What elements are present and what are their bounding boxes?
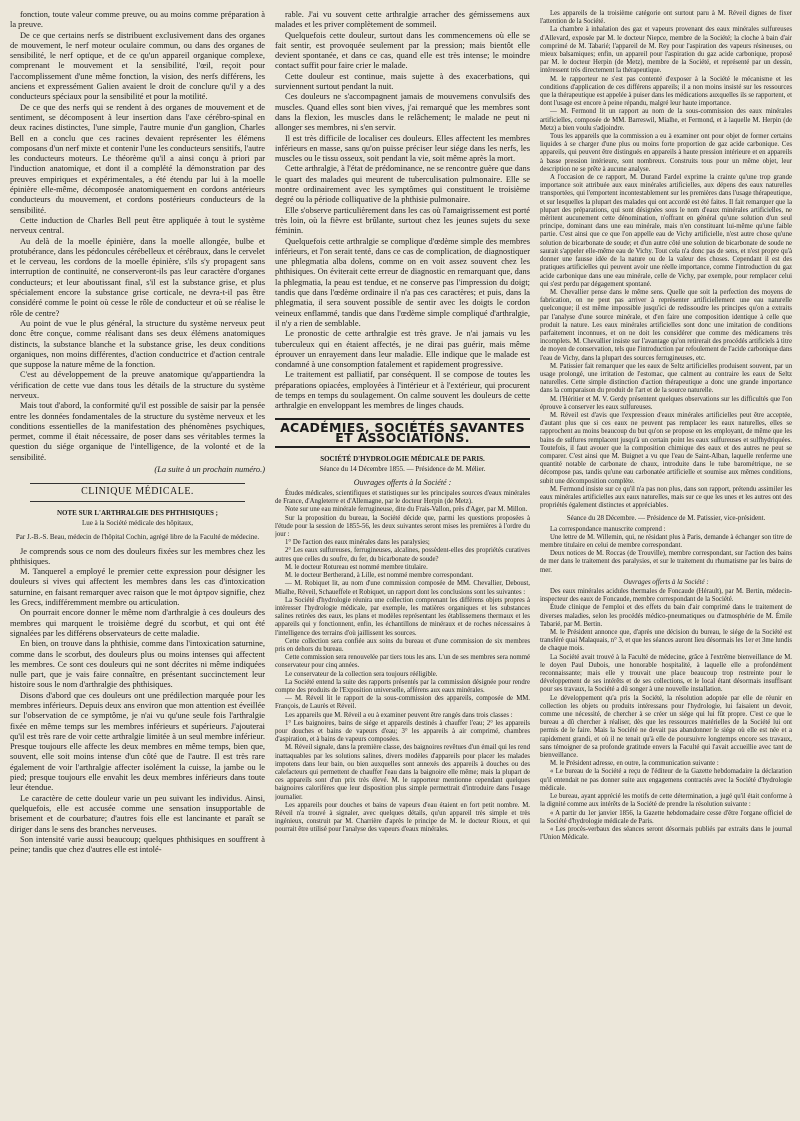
paragraph: Études médicales, scientifiques et statistiques sur les principales sources d'eaux minérales de France, d'Angleterre et d'Allemagne, par le docteur Herpin (de Metz). (275, 490, 530, 506)
subheading: Ouvrages offerts à la Société : (623, 577, 709, 586)
continuation-note: (La suite à un prochain numéro.) (154, 465, 265, 475)
meeting-line: Séance du 14 Décembre 1855. — Présidence de M. Mélier. (319, 465, 486, 474)
column-left (10, 10, 265, 1118)
paragraph: M. Patissier fait remarquer que les eaux de Seltz artificielles produisent souvent, par un usage prolongé, une irritation de l'estomac, que calment au contraire les eaux de Seltz naturelles. Cette simple distinction d'action thérapeutique a donc une grande importance dans la comparaison du produit de l'art et de la source naturelle. (540, 362, 792, 395)
paragraph: M. Réveil signale, dans la première classe, des baignoires revêtues d'un émail qui les rend inattaquables par les solutions salines, divers modèles d'appareils pour placer les malades impotens dans leur bain, ou bien auxquelles sont annexés des appareils à douches ou des calefacteurs qui permettent de chauffer l'eau dans la baignoire elle même; mais la plupart de ces appareils sont d'un prix très élevé. M. le rapporteur mentionne cependant quelques baignoires calorifères que leur disposition plus simple permettrait d'introduire dans l'usage journalier. (275, 744, 530, 801)
article-title: NOTE SUR L'ARTHRALGIE DES PHTHISIQUES ; (57, 508, 218, 517)
paragraph: Deux notices de M. Roccas (de Trouville), membre correspondant, sur l'action des bains de mer dans le traitement des paralysies, et sur le traitement du rhumatisme par les bains de mer. (540, 550, 792, 574)
paragraph: Le caractère de cette douleur varie un peu suivant les individus. Ainsi, quelquefois, elle est accusée comme une sensation insupportable de brisement et de courbature; d'autres fois elle est lancinante et paraît se diriger dans le sens des branches nerveuses. (10, 793, 265, 834)
paragraph: La Société d'hydrologie réunira une collection comprenant les différens objets propres à intéresser l'hydrologie médicale, par exemple, les matières organiques et les substances salines retirées des eaux, les plans et modèles représentant les établissemens thermaux et les appareils qui y fonctionnent, enfin, les échantillons de minéraux et de roches nécessaires à l'intelligence des terrains d'où jaillissent les sources. (275, 596, 530, 637)
paragraph: Tous les appareils que la commission a eu à examiner ont pour objet de former certains liquides à se charger d'une plus ou moins forte proportion de gaz acide carbonique. Ces appareils, qui peuvent être distingués en appareils à haute pression intérieure et en appareils à basse pression intérieure, sont nombreux. Construits tous pour un même objet, leur description ne se prête à aucune analyse. (540, 133, 792, 173)
article-author: Par J.-B.-S. Beau, médecin de l'hôpital Cochin, agrégé libre de la Faculté de médecine. (15, 533, 260, 542)
paragraph: C'est au développement de la preuve anatomique qu'appartiendra la vérification de cette vue dans tous les détails de la structure du système nerveux. (10, 370, 265, 400)
section-heading-clinique: CLINIQUE MÉDICALE. (30, 483, 245, 501)
paragraph: De ce que des nerfs qui se rendent à des organes de mouvement et de sentiment, se décomposent à leur insertion dans l'axe cérébro-spinal en deux racines distinctes, l'une simple, l'autre munie d'un ganglion, Charles Bell en a conclu que ces racines devaient représenter les élémens composans d'un nerf mixte et contenir l'une les conducteurs sensitifs, l'autre les conducteurs moteurs. Le théorème qu'il a ainsi conçu à priori par l'induction anatomique, et dont il a complété la démonstration par des preuves empiriques et expérimentales, a été étendu par lui à la moelle épinière elle-même, décomposée anatomiquement en cordons antérieurs conducteurs du mouvement, et cordons postérieurs conducteurs de la sensibilité. (10, 102, 265, 215)
paragraph: M. Chevallier pense dans le même sens. Quelle que soit la perfection des moyens de fabrication, on ne peut pas arriver à représenter artificiellement une eau naturelle quelconque; il est même impossible jusqu'ici de redissoudre les principes qu'on a extraits par l'analyse d'une source minérale, et d'en faire une composition identique à celle que produit la nature. Les eaux minérales artificielles sont donc une imitation de conditions parfaitement inconnues, et on ne doit les considérer que comme des médicamens très incomplets. M. Chevallier insiste sur l'avantage qu'on retirerait des procédés artificiels à titre de moyen de conservation, tels que l'introduction par refoulement de l'acide carbonique dans l'eau de Vichy, dans la plupart des sources ferrugineuses, etc. (540, 288, 792, 362)
paragraph: Les appareils que M. Réveil a eu à examiner peuvent être rangés dans trois classes : (285, 711, 513, 719)
paragraph: M. le Président annonce que, d'après une décision du bureau, le siége de la Société est transféré quai Malaquais, n° 3, et que les séances auront lieu désormais les 1er et 3me lundis de chaque mois. (540, 629, 792, 653)
paragraph: M. Tanquerel a employé le premier cette expression pour désigner les douleurs si vives qui affectent les membres dans les cas d'intoxication saturnine, en faisant remarquer avec raison que le mot ἀρτρον signifie, chez les Grecs, indifféremment membre ou articulation. (10, 567, 265, 608)
paragraph: M. le docteur Rotureau est nommé membre titulaire. (285, 563, 428, 571)
paragraph: Elle s'observe particulièrement dans les cas où l'amaigrissement est porté très loin, où la fièvre est brûlante, surtout chez les jeunes sujets du sexe féminin. (275, 205, 530, 236)
paragraph: 1° De l'action des eaux minérales dans les paralysies; (285, 539, 430, 547)
paragraph: Quelquefois cette douleur, surtout dans les commencemens où elle se fait sentir, est provoquée seulement par la pression; mais bientôt elle devient spontanée, et dans ce cas, quand elle est très intense; le moindre contact suffit pour faire crier le malade. (275, 30, 530, 71)
section-heading-academies: ACADÉMIES, SOCIÉTÉS SAVANTES ET ASSOCIATIONS. (275, 418, 530, 449)
paragraph: M. Réveil est d'avis que l'expression d'eaux minérales artificielles peut être acceptée, d'autant plus que si ces eaux ne peuvent pas remplacer les eaux naturelles, elles se rapprochent au moins beaucoup du but qu'on se propose en les employant, de même que les bains de sulfures remplacent jusqu'à un certain point les eaux sulfureuses et sulfhydriquées. Toutefois, il faut avouer que la composition chimique des eaux et des autres ne peut se comparer. C'est ainsi que M. Buignet a vu que l'eau de Saint-Alban, laquelle renferme une quantité notable de carbonate de chaux, introduite dans le tube barométrique, ne se décompose pas, tandis qu'une eau carbonatée artificielle et soumise aux mêmes conditions, subit une décomposition complète. (540, 411, 792, 485)
paragraph: En bien, on trouve dans la phthisie, comme dans l'intoxication saturnine, comme dans le scorbut, des douleurs plus ou moins intenses qui affectent les membres. Ce sont ces douleurs qui ne sont décrites ni même indiquées nulle part, que je vais faire connaître, en présentant succinctement leur histoire sous le nom d'arthralgie des phthisiques. (10, 639, 265, 690)
paragraph: M. Fermond insiste sur ce qu'il n'a pas non plus, dans son rapport, prétendu assimiler les eaux minérales artificielles aux eaux naturelles, mais sur ce que les unes et les autres ont des propriétés également distinctes et appréciables. (540, 485, 792, 510)
paragraph: La Société entend la suite des rapports présentés par la commission désignée pour rendre compte des produits de l'Exposition universelle, afférens aux eaux minérales. (275, 678, 530, 694)
paragraph: 1° Les baignoires, bains de siége et appareils destinés à chauffer l'eau; 2° les appareils pour douches et bains de vapeurs d'eau; 3° les appareils à air comprimé, chambres d'aspiration, et à bains de vapeurs composées. (275, 719, 530, 744)
paragraph: Cette commission sera renouvelée par tiers tous les ans. L'un de ses membres sera nommé conservateur pour cinq années. (275, 654, 530, 670)
paragraph: Au delà de la moelle épinière, dans la moelle allongée, bulbe et protubérance, dans les pédoncules cérébelleux et cérébraux, dans le cervelet et le cerveau, les cordons de la moelle épinière, s'ils s'y propagent sans interruption de continuité, ne conserveront-ils pas leur caractère d'organes conducteurs; et leur aboutissant final, s'il est la substance grise, et plus spécialement encore la substance grise corticale, ne devra-t-il pas être considéré comme le point où cesse le rôle de conducteur et où se réalise le rôle de centre? (10, 236, 265, 318)
column-right (540, 10, 792, 1118)
paragraph: Ces douleurs ne s'accompagnent jamais de mouvemens convulsifs des muscles. Quand elles sont bien vives, j'ai remarqué que les membres sont dans la flexion, les muscles dans le relâchement; le malade ne peut ni allonger ses membres, ni s'en servir. (275, 92, 530, 133)
subheading: Ouvrages offerts à la Société : (353, 477, 452, 487)
paragraph: Je comprends sous ce nom des douleurs fixées sur les membres chez les phthisiques. (10, 546, 265, 566)
paragraph: Le pronostic de cette arthralgie est très grave. Je n'ai jamais vu les tuberculeux qui en étaient affectés, je ne dirai pas guérir, mais même éprouver un enrayement dans leur maladie. Elle indique que le malade est condamné à une consomption fatalement et rapidement progressive. (275, 329, 530, 370)
paragraph: Quelquefois cette arthralgie se complique d'œdème simple des membres inférieurs, et l'on serait tenté, dans ce cas de complication, de diagnostiquer une phlegmatia alba dolens, comme on en voit assez souvent chez les phthisiques. On éviterait cette erreur de diagnostic en remarquant que, dans la phlegmatia, la peau est tendue, et ne conserve pas l'impression du doigt; tandis que dans l'œdème ordinaire il n'a pas ces caractères; et puis, dans la phlegmatia, il sera souvent possible de sentir avec les doigts le cordon veineux enflammé, tandis que dans l'œdème simple compliqué d'arthralgie, il n'y a rien de semblable. (275, 236, 530, 328)
paragraph: A l'occasion de ce rapport, M. Durand Fardel exprime la crainte qu'une trop grande importance soit attribuée aux eaux minérales artificielles, aux dépens des eaux naturelles transportées, qui l'emportent incontestablement sur les premières dans l'usage thérapeutique, et sur lesquelles la plupart des malades qui ont accordé est été faites. Il fait remarquer que la plupart des préparations, qui sont désignées sous le nom d'eaux minérales artificielles, ne méritent aucunement cette dénomination, n'offrant en général qu'une solution d'un seul principe, dominant dans une eau minérale, mais n'en constituant lui-même qu'une faible partie. C'est ainsi que ce que l'on appelle eau de Vichy artificielle, n'est autre chose qu'une solution de bicarbonate de soude; et d'un autre côté une solution de bicarbonate de soude ne saurait s'appeler elle-même eau de Vichy. Tout cela n'a donc pas de sens, et n'est propre qu'à donner une fausse idée de la nature ou de la valeur des choses. Cependant il est des pratiques artificielles qui peuvent avoir une réelle importance, comme l'introduction du gaz acide carbonique dans une eau minérale, celle de Vichy, par exemple, pour remplacer celui qui s'est perdu par dégagement spontané. (540, 174, 792, 288)
paragraph: « Le bureau de la Société a reçu de l'éditeur de la Gazette hebdomadaire la déclaration qu'il entendait ne pas donner suite aux engagemens contractés avec la Société d'hydrologie médicale. (540, 768, 792, 792)
paragraph: Cette collection sera confiée aux soins du bureau et d'une commission de six membres pris en dehors du bureau. (275, 637, 530, 653)
paragraph: On pourrait encore donner le même nom d'arthralgie à ces douleurs des membres qui marquent le troisième degré du scorbut, et qui ont été signalées par les différens observateurs de cette maladie. (10, 608, 265, 638)
paragraph: fonction, toute valeur comme preuve, ou au moins comme préparation à la preuve. (10, 10, 265, 30)
paragraph: rable. J'ai vu souvent cette arthralgie arracher des gémissemens aux malades et les priver complètement de sommeil. (275, 10, 530, 30)
paragraph: Les appareils pour douches et bains de vapeurs d'eau étaient en fort petit nombre. M. Réveil n'a trouvé à signaler, avec quelques détails, qu'un appareil très simple et très ingénieux, construit par M. Charrière d'après le principe de M. le docteur Rioux, et qui pourrait être utilisé pour l'analyse des vapeurs d'eaux minérales. (275, 801, 530, 834)
paragraph: « A partir du 1er janvier 1856, la Gazette hebdomadaire cesse d'être l'organe officiel de la Société d'hydrologie médicale de Paris. (540, 809, 792, 825)
paragraph: Le bureau, ayant apprécié les motifs de cette détermination, a jugé qu'il était conforme à la dignité comme aux intérêts de la Société de prendre la résolution suivante : (540, 793, 792, 809)
paragraph: « Les procès-verbaux des séances seront désormais publiés par extraits dans le journal l'Union Médicale. (540, 825, 792, 842)
paragraph: La correspondance manuscrite comprend : (550, 525, 666, 533)
paragraph: 2° Les eaux sulfureuses, ferrugineuses, alcalines, possèdent-elles des propriétés curatives autres que celles du soufre, du fer, du bicarbonate de soude? (275, 547, 530, 563)
paragraph: Les appareils de la troisième catégorie ont surtout paru à M. Réveil dignes de fixer l'attention de la Société. (540, 10, 792, 26)
paragraph: M. l'Héritier et M. V. Gerdy présentent quelques observations sur les difficultés que l'on éprouve à conserver les eaux sulfureuses. (540, 395, 792, 411)
paragraph: Cette induction de Charles Bell peut être appliquée à tout le système nerveux central. (10, 215, 265, 236)
paragraph: Le développement qu'a pris la Société, la résolution adoptée par elle de réunir en collection les objets ou produits intéressans pour l'hydrologie, lui faisaient un devoir, comme une nécessité, de chercher à se créer un siége qui lui fût propre. C'est ce que le bureau a dû chercher à réaliser, dès que les ressources matérielles de la Société lui ont permis de le faire. Mais la Société ne devait pas abandonner le siége où elle est née et a rapidement grandi, et où il ne tenait qu'à elle de poursuivre longtemps encore ses travaux, sans témoigner de sa profonde gratitude envers la Faculté qui l'avait accueillie avec tant de bienveillance. (540, 694, 792, 760)
paragraph: — M. Réveil lit le rapport de la sous-commission des appareils, composée de MM. François, de Laurès et Réveil. (275, 695, 530, 711)
paragraph: Des eaux minérales acidules thermales de Foncaude (Hérault), par M. Bertin, médecin-inspecteur des eaux de Foncaude, membre correspondant de la Société. (540, 588, 792, 604)
article-subtitle: Lue à la Société médicale des hôpitaux, (82, 518, 193, 527)
meeting-line: Séance du 28 Décembre. — Présidence de M. Patissier, vice-président. (566, 514, 766, 523)
paragraph: M. le Président adresse, en outre, la communication suivante : (550, 760, 719, 768)
paragraph: De ce que certains nerfs se distribuent exclusivement dans des organes de mouvement, le nerf moteur oculaire commun, ou dans des organes de sensibilité, le nerf optique, et de ce qu'un appareil organique complexe, comprenant le mouvement et la sensibilité, l'œil, reçoit pour l'accomplissement d'une même fonction, la vision, des nerfs différens, les anciens et expressément Galien avaient le droit de conclure qu'il y a des conducteurs spéciaux pour la sensibilité et pour la motilité. (10, 30, 265, 102)
paragraph: M. le docteur Bertherand, à Lille, est nommé membre correspondant. (285, 572, 474, 580)
column-middle (275, 10, 530, 1118)
paragraph: Cette arthralgie, à l'état de prédominance, ne se rencontre guère que dans le quart des malades qui meurent de tuberculisation pulmonaire. Elle se montre ordinairement avec les symptômes qui constituent le troisième degré ou la période colliquative de la phthisie pulmonaire. (275, 164, 530, 205)
paragraph: — M. Fermond lit un rapport au nom de la sous-commission des eaux minérales artificielles, composée de MM. Barreswil, Mialhe, et Fermond, et à laquelle M. Herpin (de Metz) a bien voulu s'adjoindre. (540, 108, 792, 132)
paragraph: — M. Robiquet lit, au nom d'une commission composée de MM. Chevallier, Deboust, Mialhe, Réveil, Schaueffele et Robiquet, un rapport dont les conclusions sont les suivantes : (275, 580, 530, 596)
paragraph: M. le rapporteur ne s'est pas contenté d'exposer à la Société le mécanisme et les conditions d'application de ces différens appareils; il a non moins insisté sur les ressources que la thérapeutique est appelée à puiser dans les médications auxquelles ils se rapportent, et dont l'usage est encore à peine répandu, malgré leur haute importance. (540, 75, 792, 108)
paragraph: Le traitement est palliatif, par conséquent. Il se compose de toutes les préparations opiacées, employées à l'intérieur et à l'extérieur, qui procurent de temps en temps du soulagement. On calme souvent les douleurs de cette arthralgie en enveloppant les membres de linges chauds. (275, 370, 530, 411)
society-title: SOCIÉTÉ D'HYDROLOGIE MÉDICALE DE PARIS. (320, 455, 485, 464)
paragraph: Le conservateur de la collection sera toujours rééligible. (285, 670, 438, 678)
paragraph: Disons d'abord que ces douleurs ont une prédilection marquée pour les membres inférieurs. Depuis deux ans environ que mon attention est éveillée sur l'observation de ce symptôme, je n'ai vu qu'une seule fois l'arthralgie fixée en même temps sur les membres inférieurs et supérieurs. J'ajouterai qu'il est très rare de voir cette arthralgie limitée à un seul membre inférieur. Presque toujours elle affecte les deux membres en même temps, bien que, souvent, elle soit moins intense d'un côté que de l'autre. Il est très rare également de voir l'arthralgie affecter isolément la cuisse, la jambe ou le pied; presque toujours elle envahit les deux membres inférieurs dans toute leur étendue. (10, 690, 265, 793)
paragraph: Au point de vue le plus général, la structure du système nerveux peut donc être conçue, comme réalisant dans ses deux élémens anatomiques distincts, la substance blanche et la substance grise, les deux conditions organiques, non moins différentes, d'action conductrice et d'action centrale que suppose la nature même de la fonction. (10, 318, 265, 370)
paragraph: Une lettre de M. Willemin, qui, ne résidant plus à Paris, demande à échanger son titre de membre titulaire en celui de membre correspondant. (540, 533, 792, 549)
paragraph: La chambre à inhalation des gaz et vapeurs provenant des eaux minérales sulfureuses d'Allevard, exposée par M. le docteur Niepce, membre de la Société; la cloche à bain d'air comprimé de M. Tabarié; l'appareil de M. Rey pour l'aspiration des vapeurs résineuses, ou mieux balsamiques; enfin, un appareil pour l'aspiration du gaz acide carbonique, proposé par M. le docteur Herpin (de Metz), membre de la Société, et représenté par un dessin, intéressent très directement la thérapeutique. (540, 26, 792, 75)
paragraph: Mais tout d'abord, la conformité qu'il est possible de saisir par la pensée entre les données fondamentales de la structure du système nerveux et les conditions essentielles de la manifestation des phénomènes psychiques, permet, comme il était nécessaire, de poser dans ses véritables termes la question du siége organique de l'intelligence, de la volonté et de la sensibilité. (10, 401, 265, 462)
paragraph: La Société avait trouvé à la Faculté de médecine, grâce à l'extrême bienveillance de M. le doyen Paul Dubois, une honorable hospitalité, à laquelle elle a profondément reconnaissante; mais elle y trouvait une place beaucoup trop restreinte pour le développement de ses intérêts et de ses collections, et le local étant désormais insuffisant pour ses travaux, la Société a dû songer à une nouvelle installation. (540, 653, 792, 694)
paragraph: Sur la proposition du bureau, la Société décide que, parmi les questions proposées à l'étude pour la session de 1855-56, les deux suivantes seront mises les premières à l'ordre du jour : (275, 514, 530, 539)
paragraph: Étude clinique de l'emploi et des effets du bain d'air comprimé dans le traitement de diverses maladies, selon les procédés médico-pneumatiques ou d'atmosphérie de M. Émile Tabarié, par M. Bertin. (540, 604, 792, 628)
paragraph: Son intensité varie aussi beaucoup; quelques phthisiques en souffrent à peine; tandis que chez d'autres elle est intolé- (10, 834, 265, 855)
paragraph: Note sur une eau minérale ferrugineuse, dite du Frais-Vallon, près d'Ager, par M. Millon. (285, 506, 528, 514)
paragraph: Il est très difficile de localiser ces douleurs. Elles affectent les membres inférieurs en masse, sans qu'on puisse préciser leur siége dans les nerfs, les muscles ou le tissu osseux, soit pendant la vie, soit même après la mort. (275, 133, 530, 164)
paragraph: Cette douleur est continue, mais sujette à des exacerbations, qui surviennent surtout pendant la nuit. (275, 71, 530, 92)
